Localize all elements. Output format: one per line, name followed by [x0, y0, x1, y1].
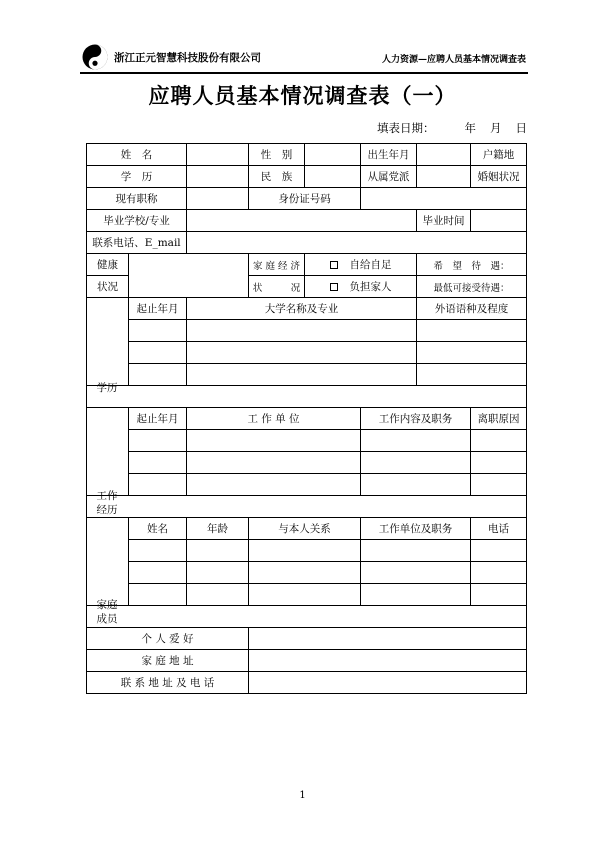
- family-header-relation: 与本人关系: [249, 518, 361, 540]
- label-personal-hobby: 个 人 爱 好: [87, 628, 249, 650]
- label-contact-address-phone: 联 系 地 址 及 电 话: [87, 672, 249, 694]
- family-cell-phone[interactable]: [471, 584, 527, 606]
- family-cell-relation[interactable]: [249, 540, 361, 562]
- checkbox-self-sufficient[interactable]: [305, 254, 417, 276]
- label-graduation-school: 毕业学校/专业: [87, 210, 187, 232]
- label-family-economy-line1: 家 庭 经 济: [249, 254, 305, 276]
- checkbox-support-family-label: 负担家人: [349, 281, 392, 293]
- input-current-job-title[interactable]: [187, 188, 249, 210]
- label-ethnicity: 民 族: [249, 166, 305, 188]
- label-health-line2: 状况: [87, 276, 129, 298]
- input-contact-phone-email[interactable]: [187, 232, 527, 254]
- label-party: 从属党派: [361, 166, 417, 188]
- education-cell-language[interactable]: [417, 320, 527, 342]
- fill-date-line: [0, 120, 605, 136]
- work-cell-duties[interactable]: [361, 430, 471, 452]
- page-number: 1: [299, 790, 306, 801]
- application-form: [86, 143, 526, 694]
- form-row-identity-1: [87, 144, 527, 166]
- form-row-contact-address: [87, 672, 527, 694]
- input-id-number[interactable]: [361, 188, 527, 210]
- education-row: [87, 320, 527, 342]
- fill-date-year-unit: 年: [464, 121, 476, 135]
- family-row: [87, 540, 527, 562]
- work-header-period: 起止年月: [129, 408, 187, 430]
- work-cell-duties[interactable]: [361, 474, 471, 496]
- family-header-age: 年龄: [187, 518, 249, 540]
- work-row: [87, 452, 527, 474]
- education-cell-period[interactable]: [129, 364, 187, 386]
- work-cell-leave-reason[interactable]: [471, 430, 527, 452]
- work-cell-employer[interactable]: [187, 474, 361, 496]
- label-expected-pay: 希 望 待 遇：: [417, 254, 527, 276]
- work-cell-period[interactable]: [129, 430, 187, 452]
- input-graduation-school[interactable]: [187, 210, 417, 232]
- label-education-level: 学 历: [87, 166, 187, 188]
- form-row-graduation: [87, 210, 527, 232]
- form-row-health-1: [87, 254, 527, 276]
- label-graduation-time: 毕业时间: [417, 210, 471, 232]
- letterhead: [80, 42, 528, 74]
- input-education-side-spacer: [87, 298, 129, 386]
- input-personal-hobby[interactable]: [249, 628, 527, 650]
- work-cell-leave-reason[interactable]: [471, 474, 527, 496]
- input-ethnicity[interactable]: [305, 166, 361, 188]
- input-name[interactable]: [187, 144, 249, 166]
- family-cell-phone[interactable]: [471, 562, 527, 584]
- fill-date-month-unit: 月: [490, 121, 502, 135]
- label-min-acceptable-pay: 最低可接受待遇：: [417, 276, 527, 298]
- family-row: [87, 584, 527, 606]
- form-row-identity-2: [87, 166, 527, 188]
- family-cell-relation[interactable]: [249, 584, 361, 606]
- family-cell-name[interactable]: [129, 584, 187, 606]
- family-cell-name[interactable]: [129, 540, 187, 562]
- input-gender[interactable]: [305, 144, 361, 166]
- education-cell-period[interactable]: [129, 320, 187, 342]
- education-header-period: 起止年月: [129, 298, 187, 320]
- work-side-label-line2: 经历: [96, 504, 118, 516]
- work-header-duties: 工作内容及职务: [361, 408, 471, 430]
- education-row: [87, 342, 527, 364]
- family-cell-age[interactable]: [187, 584, 249, 606]
- form-row-home-address: [87, 650, 527, 672]
- education-header-school-major: 大学名称及专业: [187, 298, 417, 320]
- work-row: [87, 474, 527, 496]
- input-party[interactable]: [417, 166, 471, 188]
- input-graduation-time[interactable]: [471, 210, 527, 232]
- label-health-line1: 健康: [87, 254, 129, 276]
- family-cell-employer-title[interactable]: [361, 562, 471, 584]
- work-cell-employer[interactable]: [187, 452, 361, 474]
- input-education-level[interactable]: [187, 166, 249, 188]
- input-work-side-spacer: [87, 408, 129, 496]
- education-side-label: 学历: [96, 382, 118, 394]
- fill-date-label: 填表日期：: [377, 121, 435, 135]
- page-title: 应聘人员基本情况调查表（一）: [148, 84, 457, 108]
- family-cell-name[interactable]: [129, 562, 187, 584]
- input-birth-date[interactable]: [417, 144, 471, 166]
- label-name: 姓 名: [87, 144, 187, 166]
- education-cell-school-major[interactable]: [187, 342, 417, 364]
- education-row: [87, 364, 527, 386]
- document-kind-label: 人力资源—应聘人员基本情况调查表: [381, 55, 526, 65]
- family-cell-employer-title[interactable]: [361, 584, 471, 606]
- label-gender: 性 别: [249, 144, 305, 166]
- yin-yang-company-logo-icon: [82, 44, 108, 70]
- label-id-number: 身份证号码: [249, 188, 361, 210]
- input-home-address[interactable]: [249, 650, 527, 672]
- family-cell-relation[interactable]: [249, 562, 361, 584]
- input-contact-address-phone[interactable]: [249, 672, 527, 694]
- input-family-side-spacer: [87, 518, 129, 606]
- fill-date-day-unit: 日: [515, 121, 527, 135]
- input-health-status[interactable]: [129, 254, 249, 298]
- family-header-name: 姓名: [129, 518, 187, 540]
- work-cell-duties[interactable]: [361, 452, 471, 474]
- education-cell-school-major[interactable]: [187, 320, 417, 342]
- family-section-header: [87, 518, 527, 540]
- family-side-label-line2: 成员: [96, 613, 118, 625]
- form-row-job-title: [87, 188, 527, 210]
- family-side-label-line1: 家庭: [96, 599, 118, 611]
- label-contact-phone-email: 联系电话、E_mail: [87, 232, 187, 254]
- company-name: 浙江正元智慧科技股份有限公司: [114, 52, 261, 64]
- education-cell-period[interactable]: [129, 342, 187, 364]
- section-gap: [87, 496, 527, 518]
- label-marital-status: 婚姻状况: [471, 166, 527, 188]
- work-side-label-line1: 工作: [96, 490, 118, 502]
- label-family-economy-line2: 状 况: [249, 276, 305, 298]
- family-cell-age[interactable]: [187, 540, 249, 562]
- checkbox-self-sufficient-label: 自给自足: [349, 259, 392, 271]
- education-cell-language[interactable]: [417, 364, 527, 386]
- section-gap: [87, 386, 527, 408]
- work-cell-employer[interactable]: [187, 430, 361, 452]
- work-cell-leave-reason[interactable]: [471, 452, 527, 474]
- label-current-job-title: 现有职称: [87, 188, 187, 210]
- checkbox-square-icon[interactable]: [330, 261, 338, 269]
- form-row-contact: [87, 232, 527, 254]
- label-residence: 户籍地: [471, 144, 527, 166]
- work-header-employer: 工 作 单 位: [187, 408, 361, 430]
- label-birth-date: 出生年月: [361, 144, 417, 166]
- education-section-header: [87, 298, 527, 320]
- form-row-hobby: [87, 628, 527, 650]
- work-row: [87, 430, 527, 452]
- work-cell-period[interactable]: [129, 474, 187, 496]
- education-cell-school-major[interactable]: [187, 364, 417, 386]
- work-section-header: [87, 408, 527, 430]
- checkbox-square-icon[interactable]: [330, 283, 338, 291]
- education-cell-language[interactable]: [417, 342, 527, 364]
- family-header-phone: 电话: [471, 518, 527, 540]
- family-cell-employer-title[interactable]: [361, 540, 471, 562]
- work-header-leave-reason: 离职原因: [471, 408, 527, 430]
- checkbox-support-family[interactable]: [305, 276, 417, 298]
- family-cell-phone[interactable]: [471, 540, 527, 562]
- family-cell-age[interactable]: [187, 562, 249, 584]
- family-header-employer-title: 工作单位及职务: [361, 518, 471, 540]
- label-home-address: 家 庭 地 址: [87, 650, 249, 672]
- section-gap: [87, 606, 527, 628]
- education-header-language: 外语语种及程度: [417, 298, 527, 320]
- family-row: [87, 562, 527, 584]
- work-cell-period[interactable]: [129, 452, 187, 474]
